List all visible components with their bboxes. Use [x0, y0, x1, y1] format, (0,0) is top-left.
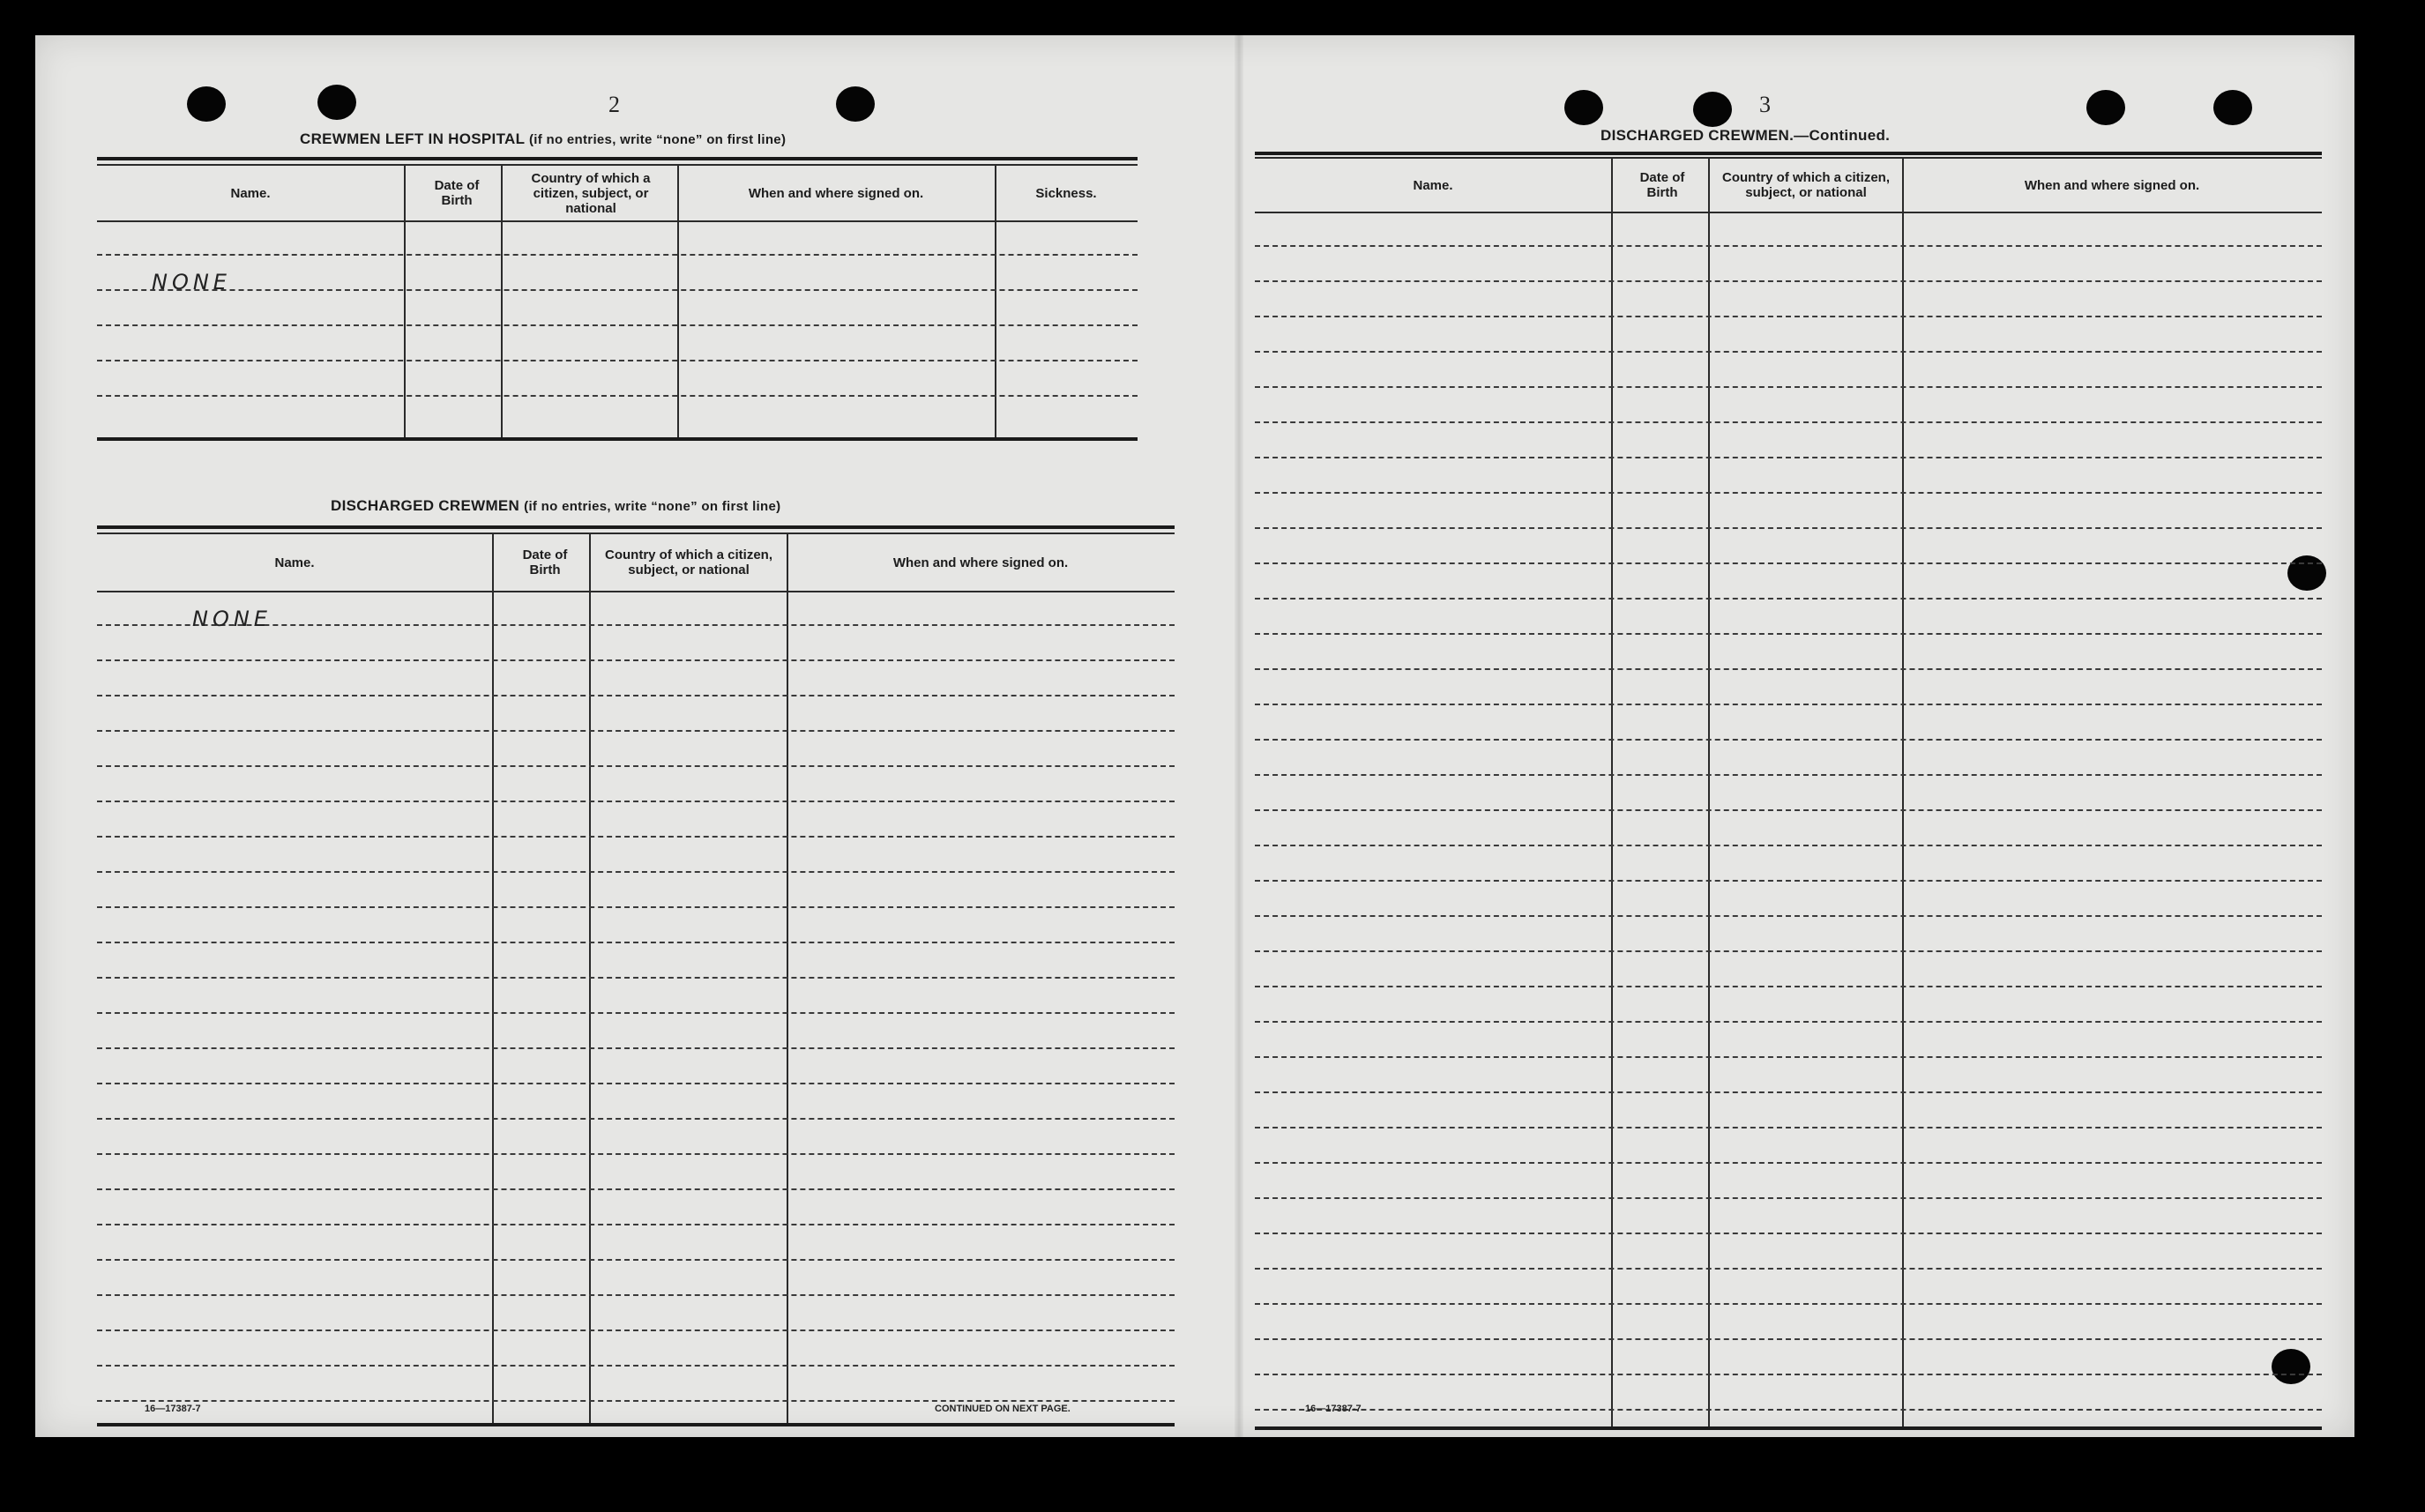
hospital-col-country: Country of which a citizen, subject, or national [531, 170, 651, 216]
punch-hole [317, 85, 356, 120]
hospital-none-entry: NONE [152, 270, 231, 294]
hospital-table [97, 157, 1138, 441]
discharged-title-text: DISCHARGED CREWMEN [331, 497, 520, 514]
punch-hole [2213, 90, 2252, 125]
discharged-right-col-country: Country of which a citizen, subject, or national [1722, 170, 1891, 200]
punch-hole [1564, 90, 1603, 125]
hospital-col-date-of-birth: Date of Birth [434, 178, 480, 208]
hospital-instruction: (if no entries, write “none” on first line) [528, 132, 787, 147]
hospital-col-name: Name. [230, 185, 271, 201]
punch-hole [1693, 92, 1732, 127]
punch-hole [836, 86, 875, 122]
discharged-left-col-name: Name. [274, 555, 315, 570]
page-number-left: 2 [608, 92, 620, 117]
punch-hole [2086, 90, 2125, 125]
discharged-table-left [97, 525, 1175, 1428]
document-sheet [35, 35, 2354, 1437]
hospital-col-signed-on: When and where signed on. [748, 185, 924, 201]
hospital-title-text: CREWMEN LEFT IN HOSPITAL [300, 130, 525, 147]
continued-note: CONTINUED ON NEXT PAGE. [935, 1404, 1071, 1414]
discharged-right-col-name: Name. [1413, 177, 1453, 193]
discharged-left-col-date-of-birth: Date of Birth [522, 547, 568, 577]
hospital-col-sickness: Sickness. [1035, 185, 1097, 201]
discharged-instruction: (if no entries, write “none” on first line) [524, 499, 781, 514]
discharged-table-right [1255, 152, 2322, 1430]
discharged-right-col-date-of-birth: Date of Birth [1639, 170, 1685, 200]
center-fold [1235, 35, 1243, 1437]
discharged-none-entry: NONE [192, 607, 272, 631]
form-number-right: 16—17387-7 [1305, 1404, 1362, 1414]
discharged-section-title [331, 497, 780, 515]
discharged-continued-title: DISCHARGED CREWMEN.—Continued. [1600, 127, 1891, 144]
punch-hole [187, 86, 226, 122]
page-number-right: 3 [1759, 92, 1771, 117]
form-number-left: 16—17387-7 [145, 1404, 201, 1414]
hospital-section-title [300, 130, 786, 148]
discharged-right-col-signed-on: When and where signed on. [2024, 177, 2200, 193]
discharged-left-col-country: Country of which a citizen, subject, or national [605, 547, 773, 577]
discharged-left-col-signed-on: When and where signed on. [892, 555, 1069, 570]
